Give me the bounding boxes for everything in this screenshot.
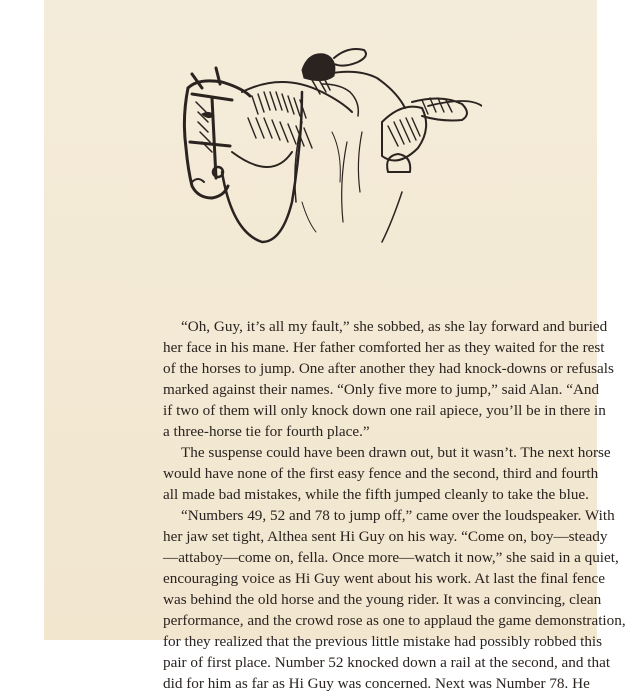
body-text bbox=[163, 316, 626, 694]
text-line: The suspense could have been drawn out, but it wasn’t. The next horse bbox=[181, 444, 611, 461]
text-line: “Oh, Guy, it’s all my fault,” she sobbed, as she lay forward and buried bbox=[181, 318, 608, 335]
text-line: “Numbers 49, 52 and 78 to jump off,” came over the loudspeaker. With bbox=[181, 507, 615, 524]
paragraph bbox=[163, 505, 626, 694]
text-line: her face in his mane. Her father comforted her as they waited for the rest bbox=[163, 339, 605, 356]
text-line: encouraging voice as Hi Guy went about his work. At last the final fence bbox=[163, 570, 606, 587]
horse-and-rider-illustration bbox=[152, 22, 482, 262]
book-page bbox=[44, 0, 626, 692]
text-line: her jaw set tight, Althea sent Hi Guy on his way. “Come on, boy—steady bbox=[163, 528, 608, 545]
text-line: for they realized that the previous little mistake had possibly robbed this bbox=[163, 633, 603, 650]
text-line: pair of first place. Number 52 knocked down a rail at the second, and that bbox=[163, 654, 611, 671]
text-line: if two of them will only knock down one rail apiece, you’ll be in there in bbox=[163, 402, 606, 419]
text-line: —attaboy—come on, fella. Once more—watch it now,” she said in a quiet, bbox=[163, 549, 619, 566]
text-line: did for him as far as Hi Guy was concerned. Next was Number 78. He bbox=[163, 675, 590, 692]
text-line: marked against their names. “Only five more to jump,” said Alan. “And bbox=[163, 381, 600, 398]
text-line: was behind the old horse and the young rider. It was a convincing, clean bbox=[163, 591, 602, 608]
text-line: would have none of the first easy fence and the second, third and fourth bbox=[163, 465, 599, 482]
text-line: of the horses to jump. One after another they had knock-downs or refusals bbox=[163, 360, 614, 377]
text-line: a three-horse tie for fourth place.” bbox=[163, 423, 370, 440]
paragraph bbox=[163, 316, 614, 442]
text-line: performance, and the crowd rose as one to applaud the game demonstration, bbox=[163, 612, 626, 629]
text-line: all made bad mistakes, while the fifth jumped cleanly to take the blue. bbox=[163, 486, 589, 503]
paragraph bbox=[163, 442, 611, 505]
